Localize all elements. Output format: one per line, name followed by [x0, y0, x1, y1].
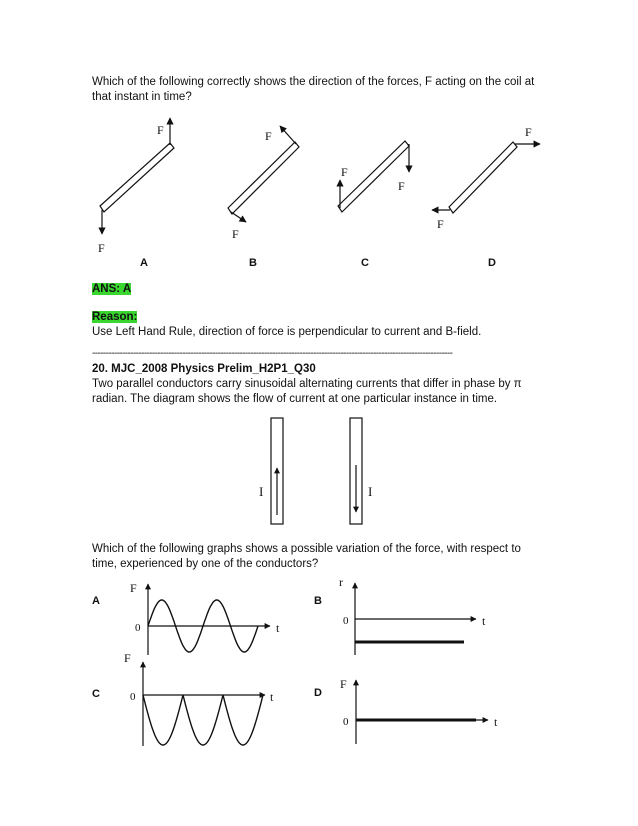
graph-d	[314, 677, 498, 744]
origin-label: 0	[343, 615, 349, 627]
origin-label: 0	[135, 622, 141, 634]
y-axis-label: F	[340, 677, 347, 691]
force-label: F	[437, 217, 444, 231]
q20-question-line1: Which of the following graphs shows a possible variation of the force, with respect to	[92, 543, 521, 555]
force-label: F	[398, 179, 405, 193]
separator-line: ------------------------------------------------------------------------------------------------------------------------------------	[92, 348, 453, 359]
force-label: F	[341, 165, 348, 179]
y-axis-label: F	[124, 651, 131, 665]
reason-text: Use Left Hand Rule, direction of force is perpendicular to current and B-field.	[92, 326, 482, 338]
origin-label: 0	[343, 716, 349, 728]
q19-question-line2: that instant in time?	[92, 91, 192, 103]
x-axis-label: t	[270, 690, 274, 704]
y-axis-label: F	[130, 581, 137, 595]
x-axis-label: t	[494, 715, 498, 729]
graph-b	[314, 575, 486, 655]
y-axis-label: r	[339, 575, 343, 589]
force-label: F	[98, 241, 105, 255]
force-label: F	[265, 129, 272, 143]
option-label-c: C	[361, 257, 369, 269]
option-label-d: D	[488, 257, 496, 269]
graph-label-d: D	[314, 687, 322, 699]
q20-question-line2: time, experienced by one of the conductors?	[92, 558, 319, 570]
origin-label: 0	[130, 691, 136, 703]
q20-desc-line1: Two parallel conductors carry sinusoidal alternating currents that differ in phase by π	[92, 378, 522, 390]
graph-label-a: A	[92, 595, 100, 607]
x-axis-label: t	[276, 621, 280, 635]
force-label: F	[157, 123, 164, 137]
q20-desc-line2: radian. The diagram shows the flow of current at one particular instance in time.	[92, 393, 498, 405]
graph-label-b: B	[314, 595, 322, 607]
force-label: F	[232, 227, 239, 241]
x-axis-label: t	[482, 614, 486, 628]
graph-label-c: C	[92, 688, 100, 700]
graph-c	[92, 651, 274, 746]
answer-text: ANS: A	[92, 283, 132, 295]
q19-question-line1: Which of the following correctly shows the direction of the forces, F acting on the coil at	[92, 76, 535, 88]
reason-label: Reason:	[92, 311, 138, 323]
option-label-a: A	[140, 257, 148, 269]
current-label-left: I	[259, 484, 264, 499]
force-label: F	[525, 125, 532, 139]
option-label-b: B	[249, 257, 257, 269]
q20-title: 20. MJC_2008 Physics Prelim_H2P1_Q30	[92, 363, 316, 375]
rectified-negative-sine-curve	[143, 695, 263, 745]
current-label-right: I	[368, 484, 373, 499]
graph-a	[92, 581, 280, 655]
